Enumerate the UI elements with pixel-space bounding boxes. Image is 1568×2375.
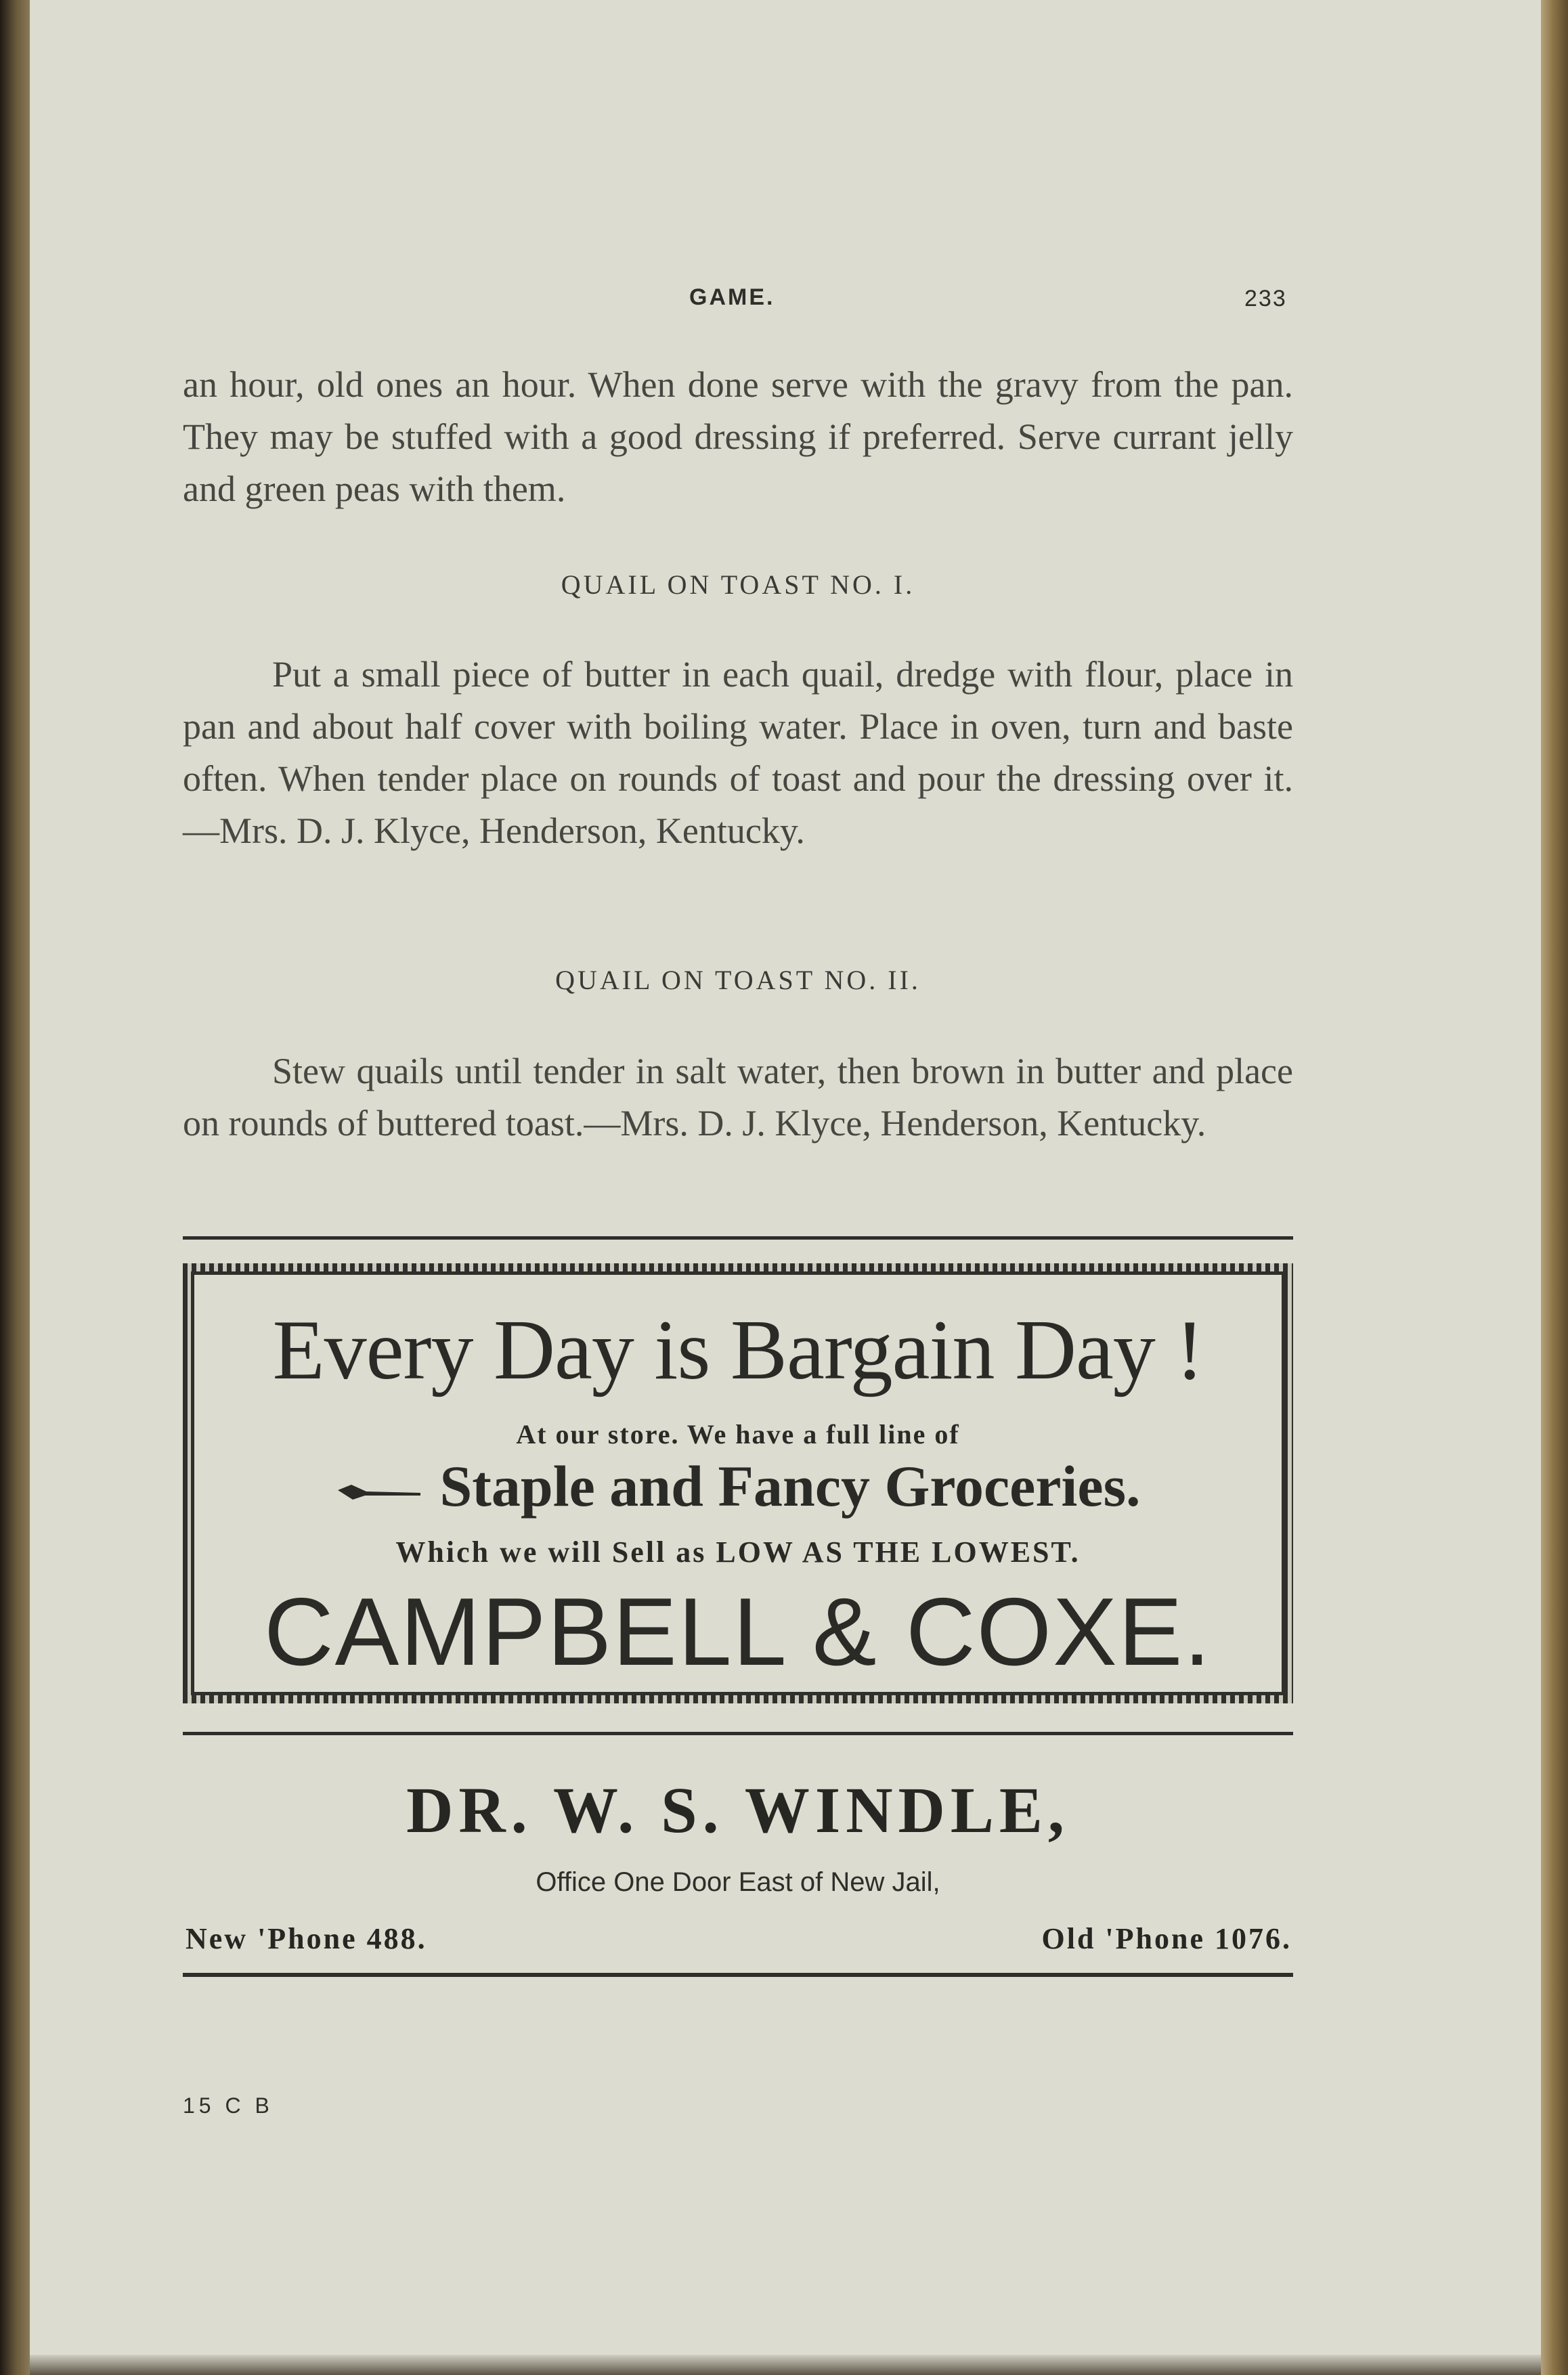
signature-mark: 15 C B xyxy=(183,2093,274,2118)
campbell-coxe-advertisement xyxy=(183,1263,1293,1703)
divider-rule xyxy=(183,1732,1293,1735)
ad-groceries-line xyxy=(194,1452,1282,1520)
book-page xyxy=(30,0,1541,2375)
page-edge-right xyxy=(1541,0,1568,2375)
ad-headline: Every Day is Bargain Day ! xyxy=(272,1303,1204,1397)
ad-store-name: CAMPBELL & COXE. xyxy=(264,1578,1212,1686)
ad-groceries-text: Staple and Fancy Groceries. xyxy=(439,1454,1141,1519)
intro-paragraph: an hour, old ones an hour. When done serve with the gravy from the pan. They may be stuffed with a good dressing if preferred. Serve currant jelly and green peas with them. xyxy=(183,364,1293,509)
page-edge-bottom xyxy=(30,2355,1541,2375)
ad-subline: At our store. We have a full line of xyxy=(516,1419,960,1450)
divider-rule xyxy=(183,1973,1293,1977)
ad-price-line: Which we will Sell as LOW AS THE LOWEST. xyxy=(395,1535,1081,1569)
ad-inner-frame xyxy=(191,1271,1285,1695)
book-spine-edge xyxy=(0,0,30,2375)
pointing-hand-icon xyxy=(335,1482,423,1502)
recipe-title-quail-1: QUAIL ON TOAST NO. I. xyxy=(561,569,915,600)
doctor-name: DR. W. S. WINDLE, xyxy=(406,1774,1070,1846)
divider-rule xyxy=(183,1236,1293,1240)
recipe-body-quail-2: Stew quails until tender in salt water, then brown in butter and place on rounds of buttered toast.—Mrs. D. J. Klyce, Henderson, Kentucky. xyxy=(183,1051,1293,1143)
doctor-office: Office One Door East of New Jail, xyxy=(536,1867,940,1897)
page-number: 233 xyxy=(1244,286,1287,311)
new-phone: New 'Phone 488. xyxy=(186,1922,427,1955)
recipe-body-quail-1: Put a small piece of butter in each quail, dredge with flour, place in pan and about half cover with boiling water. Place in oven, turn and baste often. When tender place on rounds of toast and pour the dressing over it.—Mrs. D. J. Klyce, Henderson, Kentucky. xyxy=(183,654,1293,851)
running-head: GAME. xyxy=(689,284,775,310)
recipe-title-quail-2: QUAIL ON TOAST NO. II. xyxy=(555,965,921,995)
old-phone: Old 'Phone 1076. xyxy=(1041,1922,1292,1955)
